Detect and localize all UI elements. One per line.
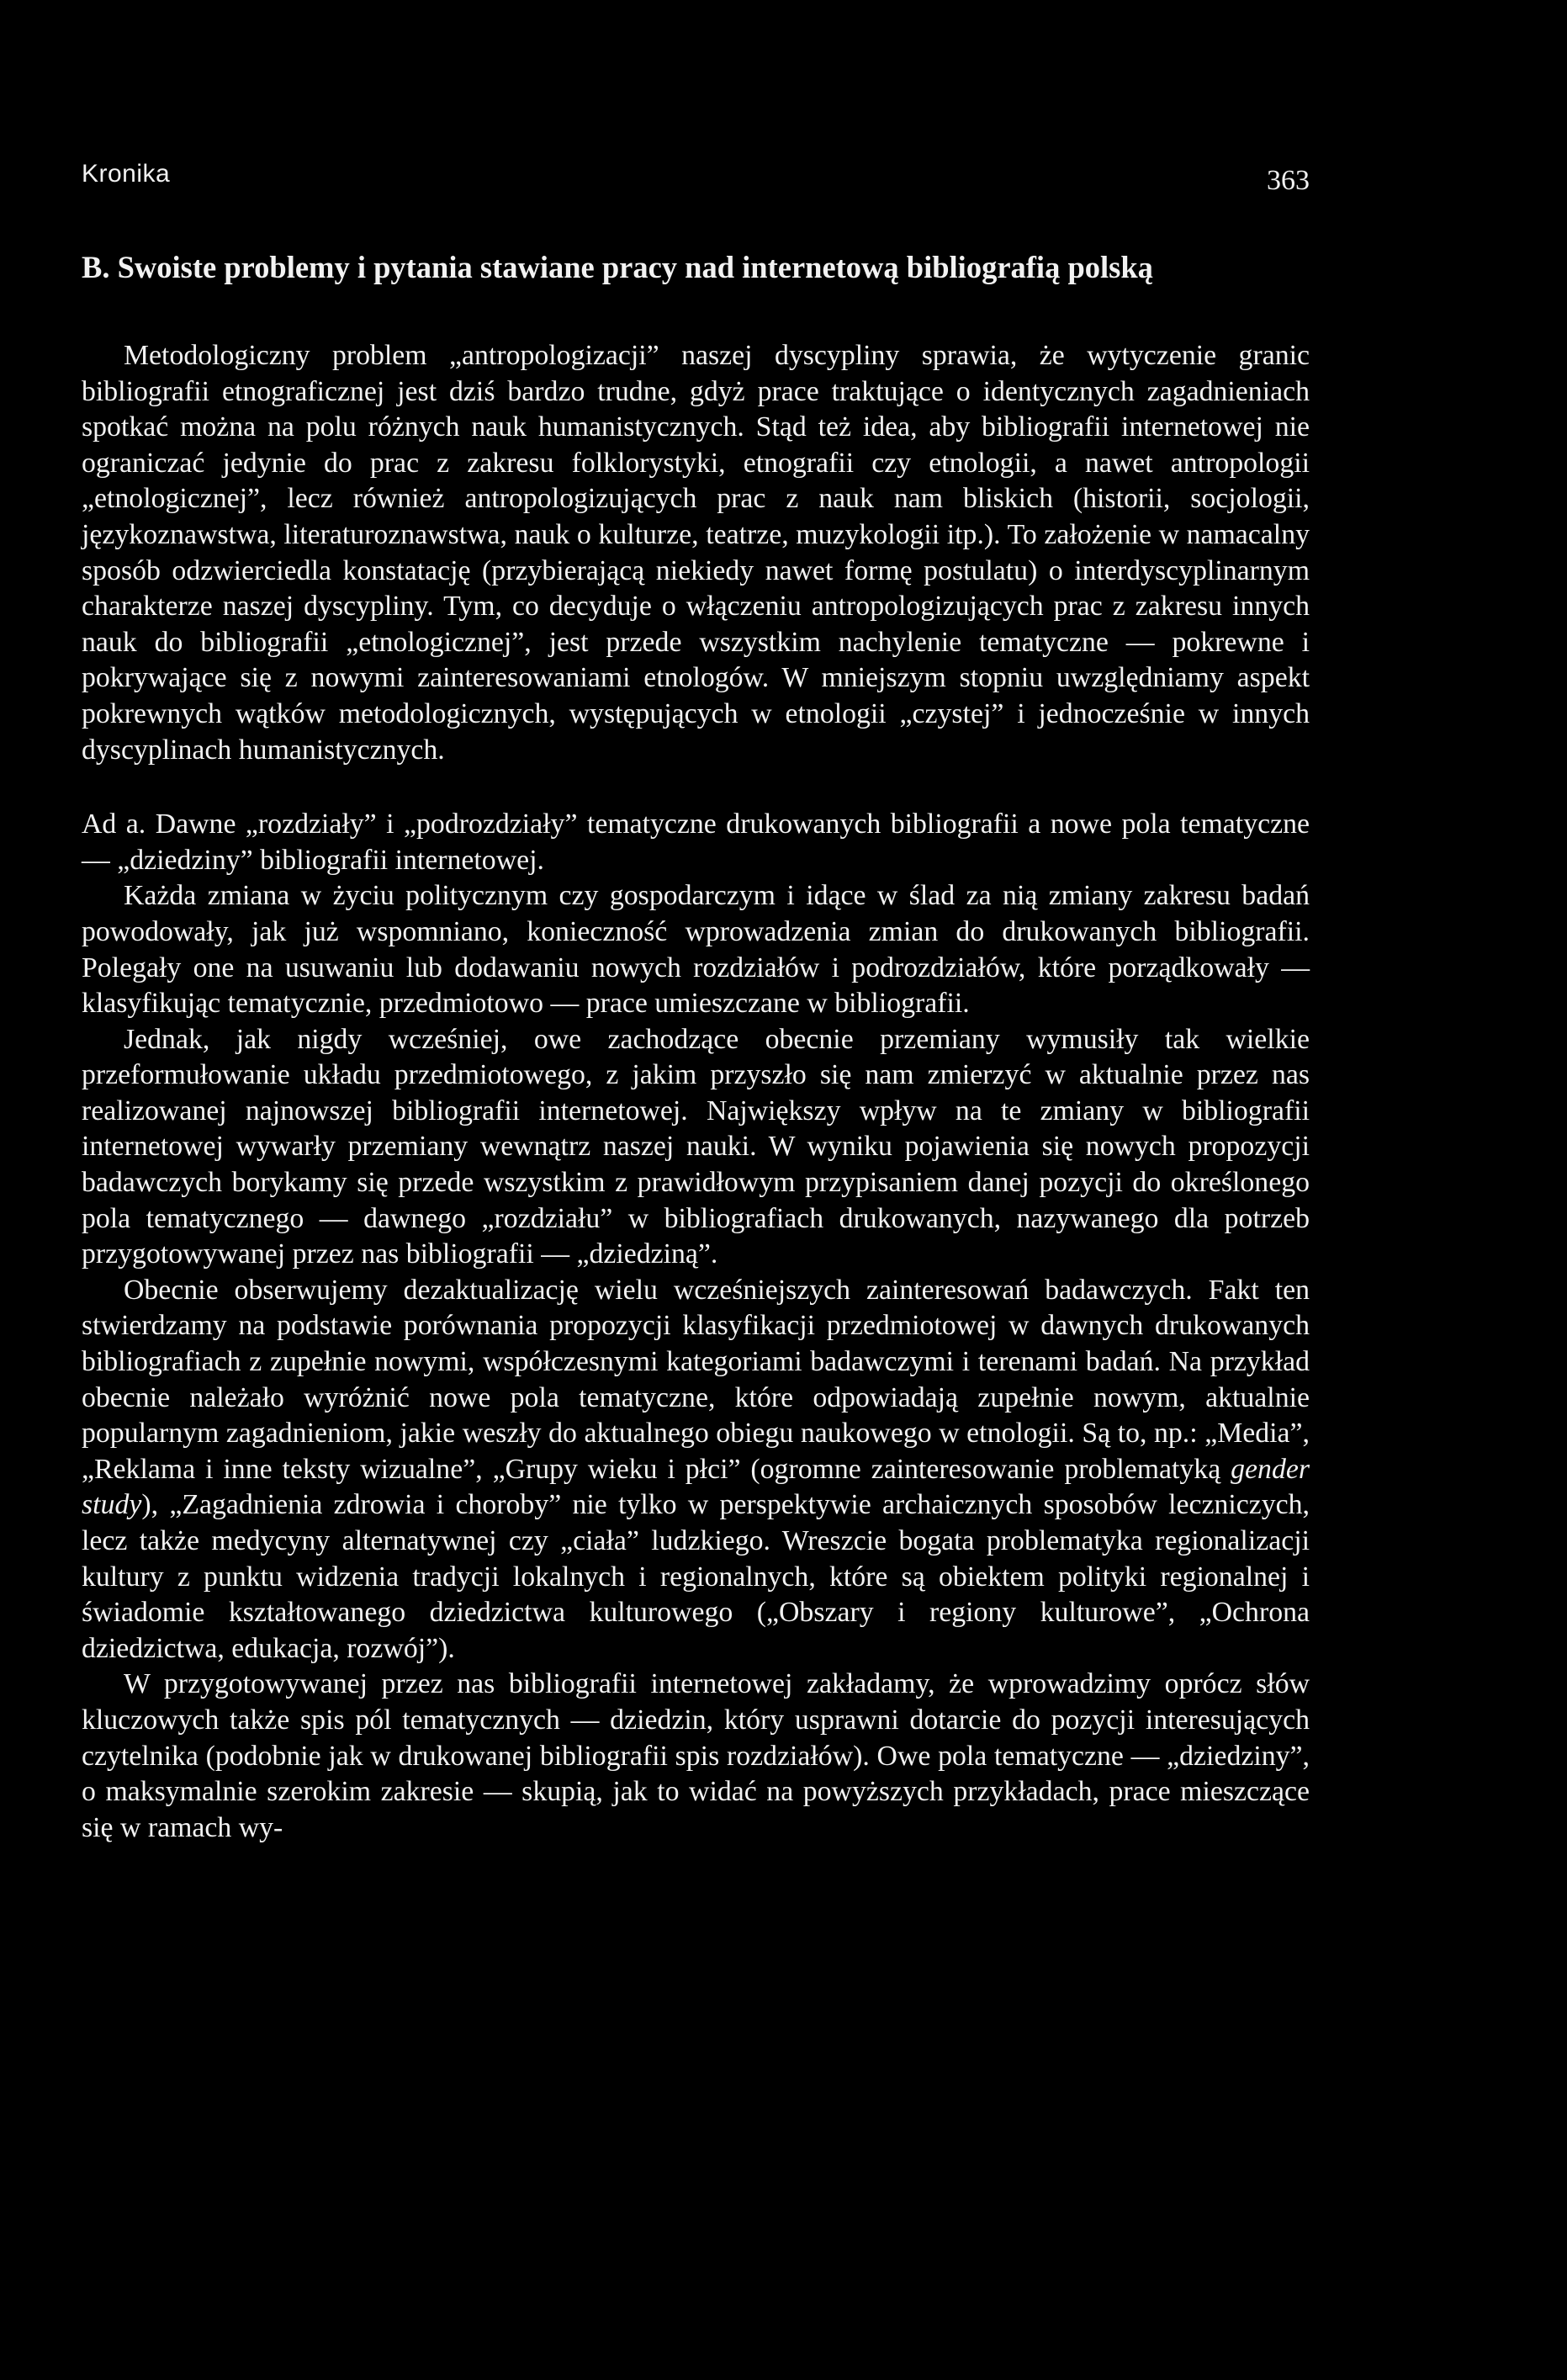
page-number: 363: [1267, 165, 1310, 196]
gender-study-term: gender study: [82, 1453, 1310, 1521]
running-title: Kronika: [82, 160, 171, 188]
page-header: [82, 160, 1310, 202]
page-body: [82, 249, 1310, 1846]
paragraph-new-fields: [82, 1273, 1310, 1667]
paragraph-keywords: W przygotowywanej przez nas bibliografii internetowej zakładamy, że wprowadzimy oprócz słów kluczowych także spis pól tematycznych — dziedzin, który usprawni dotarcie do pozycji interesujących czytelnika (podobnie jak w drukowanej bibliografii spis rozdziałów). Owe pola tematyczne — „dziedziny”, o maksymalnie szerokim zakresie — skupią, jak to widać na powyższych przykładach, prace mieszczące się w ramach wy-: [82, 1668, 1310, 1843]
paragraph-new-fields-part-1: Obecnie obserwujemy dezaktualizację wielu wcześniejszych zainteresowań badawczych. Fakt ten stwierdzamy na podstawie porównania propozycji klasyfikacji przedmiotowej w dawnych drukowanych bibliografiach z zupełnie nowymi, współczesnymi kategoriami badawczymi i terenami badań. Na przykład obecnie należało wyróżnić nowe pola tematyczne, które odpowiadają zupełnie nowym, aktualnie popularnym zagadnieniom, jakie weszły do aktualnego obiegu naukowego w etnologii. Są to, np.: „Media”, „Reklama i inne teksty wizualne”, „Grupy wieku i płci” (ogromne zainteresowanie problematyką: [82, 1274, 1310, 1485]
section-heading: B. Swoiste problemy i pytania stawiane pracy nad internetową bibliografią polską: [82, 250, 1153, 284]
paragraph-reformulation: Jednak, jak nigdy wcześniej, owe zachodzące obecnie przemiany wymusiły tak wielkie przeformułowanie układu przedmiotowego, z jakim przyszło się nam zmierzyć w aktualnie przez nas realizowanej najnowszej bibliografii internetowej. Największy wpływ na te zmiany w bibliografii internetowej wywarły przemiany wewnątrz naszej nauki. W wyniku pojawienia się nowych propozycji badawczych borykamy się przede wszystkim z prawidłowym przypisaniem danej pozycji do określonego pola tematycznego — dawnego „rozdziału” w bibliografiach drukowanych, nazywanego dla potrzeb przygotowywanej przez nas bibliografii — „dziedziną”.: [82, 1023, 1310, 1270]
paragraph-new-fields-part-2: ), „Zagadnienia zdrowia i choroby” nie tylko w perspektywie archaicznych sposobów leczniczych, lecz także medycyny alternatywnej czy „ciała” ludzkiego. Wreszcie bogata problematyka regionalizacji kultury z punktu widzenia tradycji lokalnych i regionalnych, które są obiektem polityki regionalnej i świadomie kształtowanego dziedzictwa kulturowego („Obszary i regiony kulturowe”, „Ochrona dziedzictwa, edukacja, rozwój”).: [82, 1489, 1310, 1664]
paragraph-political-changes: Każda zmiana w życiu politycznym czy gospodarczym i idące w ślad za nią zmiany zakresu badań powodowały, jak już wspomniano, konieczność wprowadzenia zmian do drukowanych bibliografii. Polegały one na usuwaniu lub dodawaniu nowych rozdziałów i podrozdziałów, które porządkowały — klasyfikując tematycznie, przedmiotowo — prace umieszczane w bibliografii.: [82, 880, 1310, 1020]
paragraph-ad-a: Ad a. Dawne „rozdziały” i „podrozdziały” tematyczne drukowanych bibliografii a nowe pola tematyczne — „dziedziny” bibliografii internetowej.: [82, 808, 1310, 876]
paragraph-interdisciplinary: Metodologiczny problem „antropologizacji” naszej dyscypliny sprawia, że wytyczenie granic bibliografii etnograficznej jest dziś bardzo trudne, gdyż prace traktujące o identycznych zagadnieniach spotkać można na polu różnych nauk humanistycznych. Stąd też idea, aby bibliografii internetowej nie ograniczać jedynie do prac z zakresu folklorystyki, etnografii czy etnologii, a nawet antropologii „etnologicznej”, lecz również antropologizujących prac z nauk nam bliskich (historii, socjologii, językoznawstwa, literaturoznawstwa, nauk o kulturze, teatrze, muzykologii itp.). To założenie w namacalny sposób odzwierciedla konstatację (przybierającą niekiedy nawet formę postulatu) o interdyscyplinarnym charakterze naszej dyscypliny. Tym, co decyduje o włączeniu antropologizujących prac z zakresu innych nauk do bibliografii „etnologicznej”, jest przede wszystkim nachylenie tematyczne — pokrewne i pokrywające się z nowymi zainteresowaniami etnologów. W mniejszym stopniu uwzględniamy aspekt pokrewnych wątków metodologicznych, występujących w etnologii „czystej” i jednocześnie w innych dyscyplinach humanistycznych.: [82, 340, 1310, 766]
